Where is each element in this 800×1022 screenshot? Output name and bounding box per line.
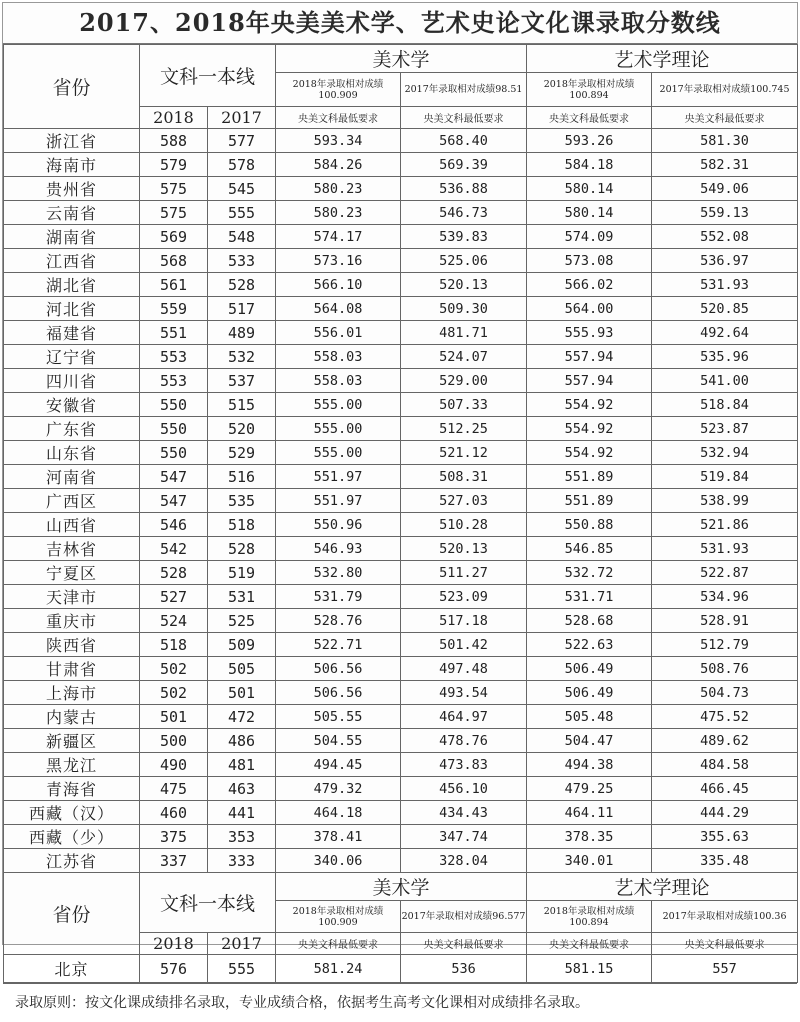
meishu-2018-cell: 555.00: [276, 393, 401, 417]
line-2018-cell: 559: [140, 297, 208, 321]
page-title: 2017、2018年央美美术学、艺术史论文化课录取分数线: [3, 3, 797, 44]
meishu-2018-cell: 378.41: [276, 825, 401, 849]
meishu-2018-cell: 464.18: [276, 801, 401, 825]
table-row: [4, 681, 798, 705]
min-requirement-header: 央美文科最低要求: [401, 107, 527, 129]
table-row: [4, 201, 798, 225]
yishu-2018-subheader: 2018年录取相对成绩100.894: [527, 73, 652, 107]
admission-note: 录取原则：按文化课成绩排名录取，专业成绩合格，依据考生高考文化课相对成绩排名录取。: [3, 983, 797, 1022]
province-cell: 湖北省: [4, 273, 140, 297]
yishu-2018-cell: 504.47: [527, 729, 652, 753]
province-cell: 广东省: [4, 417, 140, 441]
yishu-2018-cell: 522.63: [527, 633, 652, 657]
province-header: 省份: [4, 873, 140, 955]
line-2018-cell: 579: [140, 153, 208, 177]
line-2017-cell: 517: [208, 297, 276, 321]
meishu-2017-cell: 524.07: [401, 345, 527, 369]
province-cell: 浙江省: [4, 129, 140, 153]
line-2018-cell: 542: [140, 537, 208, 561]
meishu-2018-cell: 580.23: [276, 177, 401, 201]
meishu-2018-cell: 558.03: [276, 369, 401, 393]
meishu-2018-cell: 546.93: [276, 537, 401, 561]
table-row: [4, 513, 798, 537]
line-2018-cell: 502: [140, 681, 208, 705]
yishu-2017-cell: 335.48: [652, 849, 798, 873]
min-requirement-header: 央美文科最低要求: [276, 933, 401, 955]
line-2018-cell: 475: [140, 777, 208, 801]
meishu-2018-cell: 551.97: [276, 489, 401, 513]
table-row: [4, 345, 798, 369]
line-2018-cell: 553: [140, 369, 208, 393]
yishu-2018-cell: 554.92: [527, 441, 652, 465]
province-cell: 甘肃省: [4, 657, 140, 681]
table-row: [4, 465, 798, 489]
line-2017-cell: 333: [208, 849, 276, 873]
meishu-2018-cell: 531.79: [276, 585, 401, 609]
line-2017-cell: 441: [208, 801, 276, 825]
line-2018-cell: 550: [140, 417, 208, 441]
meishu-2018-cell: 555.00: [276, 441, 401, 465]
meishu-2017-cell: 536.88: [401, 177, 527, 201]
table-row: [4, 297, 798, 321]
yishu-2017-cell: 508.76: [652, 657, 798, 681]
meishu-2017-cell: 521.12: [401, 441, 527, 465]
meishu-2017-cell: 509.30: [401, 297, 527, 321]
table-row: [4, 849, 798, 873]
meishu-2018-cell: 504.55: [276, 729, 401, 753]
meishu-2018-cell: 532.80: [276, 561, 401, 585]
line-2017-cell: 481: [208, 753, 276, 777]
line-2018-cell: 490: [140, 753, 208, 777]
yishu-2017-cell: 504.73: [652, 681, 798, 705]
table-row: [4, 273, 798, 297]
line-2017-cell: 516: [208, 465, 276, 489]
table-row: [4, 657, 798, 681]
line-2018-cell: 569: [140, 225, 208, 249]
yishu-2017-cell: 475.52: [652, 705, 798, 729]
yishu-2018-cell: 506.49: [527, 657, 652, 681]
province-cell: 青海省: [4, 777, 140, 801]
line-2018-cell: 550: [140, 441, 208, 465]
year-2018-header: 2018: [140, 933, 208, 955]
table-header: [4, 45, 798, 129]
meishu-2018-cell: 506.56: [276, 657, 401, 681]
line-2017-cell: 532: [208, 345, 276, 369]
meishu-2017-cell: 527.03: [401, 489, 527, 513]
yishu-2017-cell: 512.79: [652, 633, 798, 657]
line-2017-cell: 518: [208, 513, 276, 537]
meishu-2018-cell: 522.71: [276, 633, 401, 657]
yishu-2018-cell: 551.89: [527, 489, 652, 513]
yishu-2018-cell: 546.85: [527, 537, 652, 561]
yishu-2017-cell: 522.87: [652, 561, 798, 585]
meishu-2018-cell: 494.45: [276, 753, 401, 777]
year-2017-header: 2017: [208, 107, 276, 129]
meishu-2017-cell: 347.74: [401, 825, 527, 849]
line-2018-cell: 561: [140, 273, 208, 297]
line-2017-cell: 525: [208, 609, 276, 633]
meishu-2017-cell: 456.10: [401, 777, 527, 801]
meishu-2017-cell: 568.40: [401, 129, 527, 153]
line-2018-cell: 375: [140, 825, 208, 849]
table-row: [4, 777, 798, 801]
line-2018-cell: 576: [140, 955, 208, 983]
line-2017-cell: 472: [208, 705, 276, 729]
yishu-2017-cell: 355.63: [652, 825, 798, 849]
yishu-2018-cell: 593.26: [527, 129, 652, 153]
yishu-2018-cell: 555.93: [527, 321, 652, 345]
province-cell: 湖南省: [4, 225, 140, 249]
line-2018-cell: 518: [140, 633, 208, 657]
yishu-2017-cell: 549.06: [652, 177, 798, 201]
province-cell: 西藏（汉）: [4, 801, 140, 825]
line-2017-cell: 578: [208, 153, 276, 177]
meishu-2018-cell: 340.06: [276, 849, 401, 873]
meishu-2018-subheader: 2018年录取相对成绩100.909: [276, 901, 401, 933]
yishu-2017-cell: 531.93: [652, 273, 798, 297]
province-cell: 内蒙古: [4, 705, 140, 729]
meishu-2017-cell: 525.06: [401, 249, 527, 273]
yishu-2018-cell: 557.94: [527, 345, 652, 369]
line-2018-cell: 460: [140, 801, 208, 825]
yishu-2018-subheader: 2018年录取相对成绩100.894: [527, 901, 652, 933]
line-2018-cell: 500: [140, 729, 208, 753]
yishu-2018-cell: 574.09: [527, 225, 652, 249]
table-row: [4, 753, 798, 777]
province-cell: 云南省: [4, 201, 140, 225]
line-2018-cell: 337: [140, 849, 208, 873]
line-2018-cell: 568: [140, 249, 208, 273]
table-body: [4, 129, 798, 873]
table-row: [4, 537, 798, 561]
yishu-2017-cell: 466.45: [652, 777, 798, 801]
yishu-2018-cell: 505.48: [527, 705, 652, 729]
meishu-header: 美术学: [276, 45, 527, 73]
table-row: [4, 633, 798, 657]
province-cell: 河南省: [4, 465, 140, 489]
min-requirement-header: 央美文科最低要求: [652, 107, 798, 129]
yishu-2018-cell: 494.38: [527, 753, 652, 777]
table-row: [4, 561, 798, 585]
meishu-2017-cell: 434.43: [401, 801, 527, 825]
min-requirement-header: 央美文科最低要求: [527, 107, 652, 129]
meishu-2017-cell: 473.83: [401, 753, 527, 777]
yishu-2018-cell: 554.92: [527, 417, 652, 441]
table-row: [4, 441, 798, 465]
yishu-2017-cell: 536.97: [652, 249, 798, 273]
min-requirement-header: 央美文科最低要求: [527, 933, 652, 955]
yishu-2018-cell: 378.35: [527, 825, 652, 849]
yishu-2018-cell: 340.01: [527, 849, 652, 873]
yishu-2018-cell: 564.00: [527, 297, 652, 321]
yishu-2017-cell: 489.62: [652, 729, 798, 753]
province-cell: 新疆区: [4, 729, 140, 753]
meishu-2017-cell: 536: [401, 955, 527, 983]
line-2017-cell: 537: [208, 369, 276, 393]
meishu-2017-cell: 520.13: [401, 537, 527, 561]
meishu-2017-cell: 517.18: [401, 609, 527, 633]
yishu-header: 艺术学理论: [527, 873, 798, 901]
line-2018-cell: 550: [140, 393, 208, 417]
line-2017-cell: 577: [208, 129, 276, 153]
province-cell: 黑龙江: [4, 753, 140, 777]
table-row: [4, 705, 798, 729]
yishu-header: 艺术学理论: [527, 45, 798, 73]
beijing-row: [4, 955, 798, 983]
province-cell: 吉林省: [4, 537, 140, 561]
meishu-2017-cell: 507.33: [401, 393, 527, 417]
yishu-2017-cell: 521.86: [652, 513, 798, 537]
meishu-2018-cell: 505.55: [276, 705, 401, 729]
province-cell: 重庆市: [4, 609, 140, 633]
yishu-2018-cell: 464.11: [527, 801, 652, 825]
score-sheet: [2, 2, 798, 1011]
yishu-2018-cell: 557.94: [527, 369, 652, 393]
line-2018-cell: 502: [140, 657, 208, 681]
line-2018-cell: 588: [140, 129, 208, 153]
line-2017-cell: 555: [208, 955, 276, 983]
meishu-2017-cell: 520.13: [401, 273, 527, 297]
table-row: [4, 369, 798, 393]
meishu-2017-cell: 464.97: [401, 705, 527, 729]
yishu-2017-cell: 535.96: [652, 345, 798, 369]
yishu-2017-cell: 538.99: [652, 489, 798, 513]
line-2017-cell: 535: [208, 489, 276, 513]
province-cell: 贵州省: [4, 177, 140, 201]
province-cell: 江西省: [4, 249, 140, 273]
table-row: [4, 177, 798, 201]
meishu-2018-cell: 564.08: [276, 297, 401, 321]
line-2017-cell: 353: [208, 825, 276, 849]
meishu-2017-cell: 569.39: [401, 153, 527, 177]
province-cell: 四川省: [4, 369, 140, 393]
line-2017-cell: 509: [208, 633, 276, 657]
meishu-2017-cell: 328.04: [401, 849, 527, 873]
yishu-2018-cell: 580.14: [527, 177, 652, 201]
province-cell: 宁夏区: [4, 561, 140, 585]
yishu-2018-cell: 506.49: [527, 681, 652, 705]
line-2017-cell: 548: [208, 225, 276, 249]
meishu-2018-cell: 566.10: [276, 273, 401, 297]
yishu-2017-cell: 552.08: [652, 225, 798, 249]
line-2017-cell: 528: [208, 273, 276, 297]
yishu-2018-cell: 566.02: [527, 273, 652, 297]
meishu-2017-subheader: 2017年录取相对成绩98.51: [401, 73, 527, 107]
meishu-2018-cell: 479.32: [276, 777, 401, 801]
table-row: [4, 129, 798, 153]
province-cell: 辽宁省: [4, 345, 140, 369]
yishu-2017-cell: 559.13: [652, 201, 798, 225]
yishu-2017-cell: 518.84: [652, 393, 798, 417]
meishu-2017-cell: 481.71: [401, 321, 527, 345]
yishu-2018-cell: 580.14: [527, 201, 652, 225]
yishu-2017-subheader: 2017年录取相对成绩100.36: [652, 901, 798, 933]
meishu-2017-subheader: 2017年录取相对成绩96.577: [401, 901, 527, 933]
year-2018-header: 2018: [140, 107, 208, 129]
table-row: [4, 321, 798, 345]
line-2018-cell: 501: [140, 705, 208, 729]
province-header: 省份: [4, 45, 140, 129]
yishu-2018-cell: 550.88: [527, 513, 652, 537]
line-2018-cell: 551: [140, 321, 208, 345]
line-2018-cell: 547: [140, 465, 208, 489]
province-cell: 北京: [4, 955, 140, 983]
province-cell: 陕西省: [4, 633, 140, 657]
province-cell: 山西省: [4, 513, 140, 537]
meishu-2018-cell: 555.00: [276, 417, 401, 441]
yishu-2017-cell: 541.00: [652, 369, 798, 393]
province-cell: 山东省: [4, 441, 140, 465]
line-2017-cell: 501: [208, 681, 276, 705]
table-row: [4, 417, 798, 441]
meishu-2017-cell: 478.76: [401, 729, 527, 753]
meishu-2017-cell: 511.27: [401, 561, 527, 585]
meishu-2018-cell: 556.01: [276, 321, 401, 345]
line-2017-cell: 531: [208, 585, 276, 609]
score-table: [3, 44, 798, 983]
province-cell: 西藏（少）: [4, 825, 140, 849]
yishu-2017-cell: 531.93: [652, 537, 798, 561]
line-2017-cell: 529: [208, 441, 276, 465]
meishu-2018-cell: 558.03: [276, 345, 401, 369]
line-2018-cell: 575: [140, 177, 208, 201]
meishu-2018-cell: 551.97: [276, 465, 401, 489]
line-2017-cell: 515: [208, 393, 276, 417]
yishu-2018-cell: 531.71: [527, 585, 652, 609]
yishu-2017-cell: 523.87: [652, 417, 798, 441]
meishu-2018-cell: 593.34: [276, 129, 401, 153]
line-2018-cell: 553: [140, 345, 208, 369]
meishu-2018-cell: 581.24: [276, 955, 401, 983]
yishu-2018-cell: 479.25: [527, 777, 652, 801]
wenke-header: 文科一本线: [140, 873, 276, 933]
province-cell: 安徽省: [4, 393, 140, 417]
yishu-2018-cell: 551.89: [527, 465, 652, 489]
table-row: [4, 825, 798, 849]
province-cell: 福建省: [4, 321, 140, 345]
province-cell: 江苏省: [4, 849, 140, 873]
yishu-2017-cell: 519.84: [652, 465, 798, 489]
yishu-2017-cell: 581.30: [652, 129, 798, 153]
line-2017-cell: 489: [208, 321, 276, 345]
line-2017-cell: 533: [208, 249, 276, 273]
yishu-2017-subheader: 2017年录取相对成绩100.745: [652, 73, 798, 107]
meishu-2018-cell: 580.23: [276, 201, 401, 225]
meishu-2017-cell: 510.28: [401, 513, 527, 537]
meishu-2017-cell: 512.25: [401, 417, 527, 441]
yishu-2017-cell: 444.29: [652, 801, 798, 825]
yishu-2017-cell: 532.94: [652, 441, 798, 465]
beijing-section: [4, 873, 798, 983]
line-2018-cell: 528: [140, 561, 208, 585]
line-2017-cell: 528: [208, 537, 276, 561]
meishu-2017-cell: 508.31: [401, 465, 527, 489]
line-2017-cell: 505: [208, 657, 276, 681]
line-2017-cell: 486: [208, 729, 276, 753]
meishu-2017-cell: 497.48: [401, 657, 527, 681]
meishu-2018-cell: 584.26: [276, 153, 401, 177]
meishu-2017-cell: 546.73: [401, 201, 527, 225]
wenke-header: 文科一本线: [140, 45, 276, 107]
province-cell: 上海市: [4, 681, 140, 705]
year-2017-header: 2017: [208, 933, 276, 955]
line-2017-cell: 520: [208, 417, 276, 441]
line-2017-cell: 463: [208, 777, 276, 801]
table-row: [4, 249, 798, 273]
yishu-2017-cell: 582.31: [652, 153, 798, 177]
yishu-2017-cell: 492.64: [652, 321, 798, 345]
yishu-2017-cell: 534.96: [652, 585, 798, 609]
meishu-2018-cell: 573.16: [276, 249, 401, 273]
yishu-2017-cell: 520.85: [652, 297, 798, 321]
line-2018-cell: 546: [140, 513, 208, 537]
min-requirement-header: 央美文科最低要求: [652, 933, 798, 955]
meishu-2018-cell: 506.56: [276, 681, 401, 705]
line-2018-cell: 527: [140, 585, 208, 609]
yishu-2017-cell: 557: [652, 955, 798, 983]
meishu-2017-cell: 529.00: [401, 369, 527, 393]
table-row: [4, 489, 798, 513]
line-2017-cell: 555: [208, 201, 276, 225]
table-row: [4, 153, 798, 177]
province-cell: 河北省: [4, 297, 140, 321]
line-2018-cell: 524: [140, 609, 208, 633]
yishu-2018-cell: 584.18: [527, 153, 652, 177]
meishu-2017-cell: 539.83: [401, 225, 527, 249]
line-2018-cell: 547: [140, 489, 208, 513]
province-cell: 海南市: [4, 153, 140, 177]
table-row: [4, 225, 798, 249]
yishu-2018-cell: 532.72: [527, 561, 652, 585]
meishu-header: 美术学: [276, 873, 527, 901]
min-requirement-header: 央美文科最低要求: [276, 107, 401, 129]
province-cell: 广西区: [4, 489, 140, 513]
line-2017-cell: 519: [208, 561, 276, 585]
yishu-2018-cell: 528.68: [527, 609, 652, 633]
province-cell: 天津市: [4, 585, 140, 609]
yishu-2018-cell: 554.92: [527, 393, 652, 417]
table-row: [4, 609, 798, 633]
meishu-2018-cell: 574.17: [276, 225, 401, 249]
meishu-2018-cell: 528.76: [276, 609, 401, 633]
meishu-2018-subheader: 2018年录取相对成绩100.909: [276, 73, 401, 107]
table-row: [4, 393, 798, 417]
yishu-2018-cell: 573.08: [527, 249, 652, 273]
meishu-2017-cell: 493.54: [401, 681, 527, 705]
line-2018-cell: 575: [140, 201, 208, 225]
table-row: [4, 585, 798, 609]
meishu-2018-cell: 550.96: [276, 513, 401, 537]
table-row: [4, 801, 798, 825]
yishu-2018-cell: 581.15: [527, 955, 652, 983]
min-requirement-header: 央美文科最低要求: [401, 933, 527, 955]
meishu-2017-cell: 523.09: [401, 585, 527, 609]
yishu-2017-cell: 528.91: [652, 609, 798, 633]
line-2017-cell: 545: [208, 177, 276, 201]
yishu-2017-cell: 484.58: [652, 753, 798, 777]
meishu-2017-cell: 501.42: [401, 633, 527, 657]
table-row: [4, 729, 798, 753]
